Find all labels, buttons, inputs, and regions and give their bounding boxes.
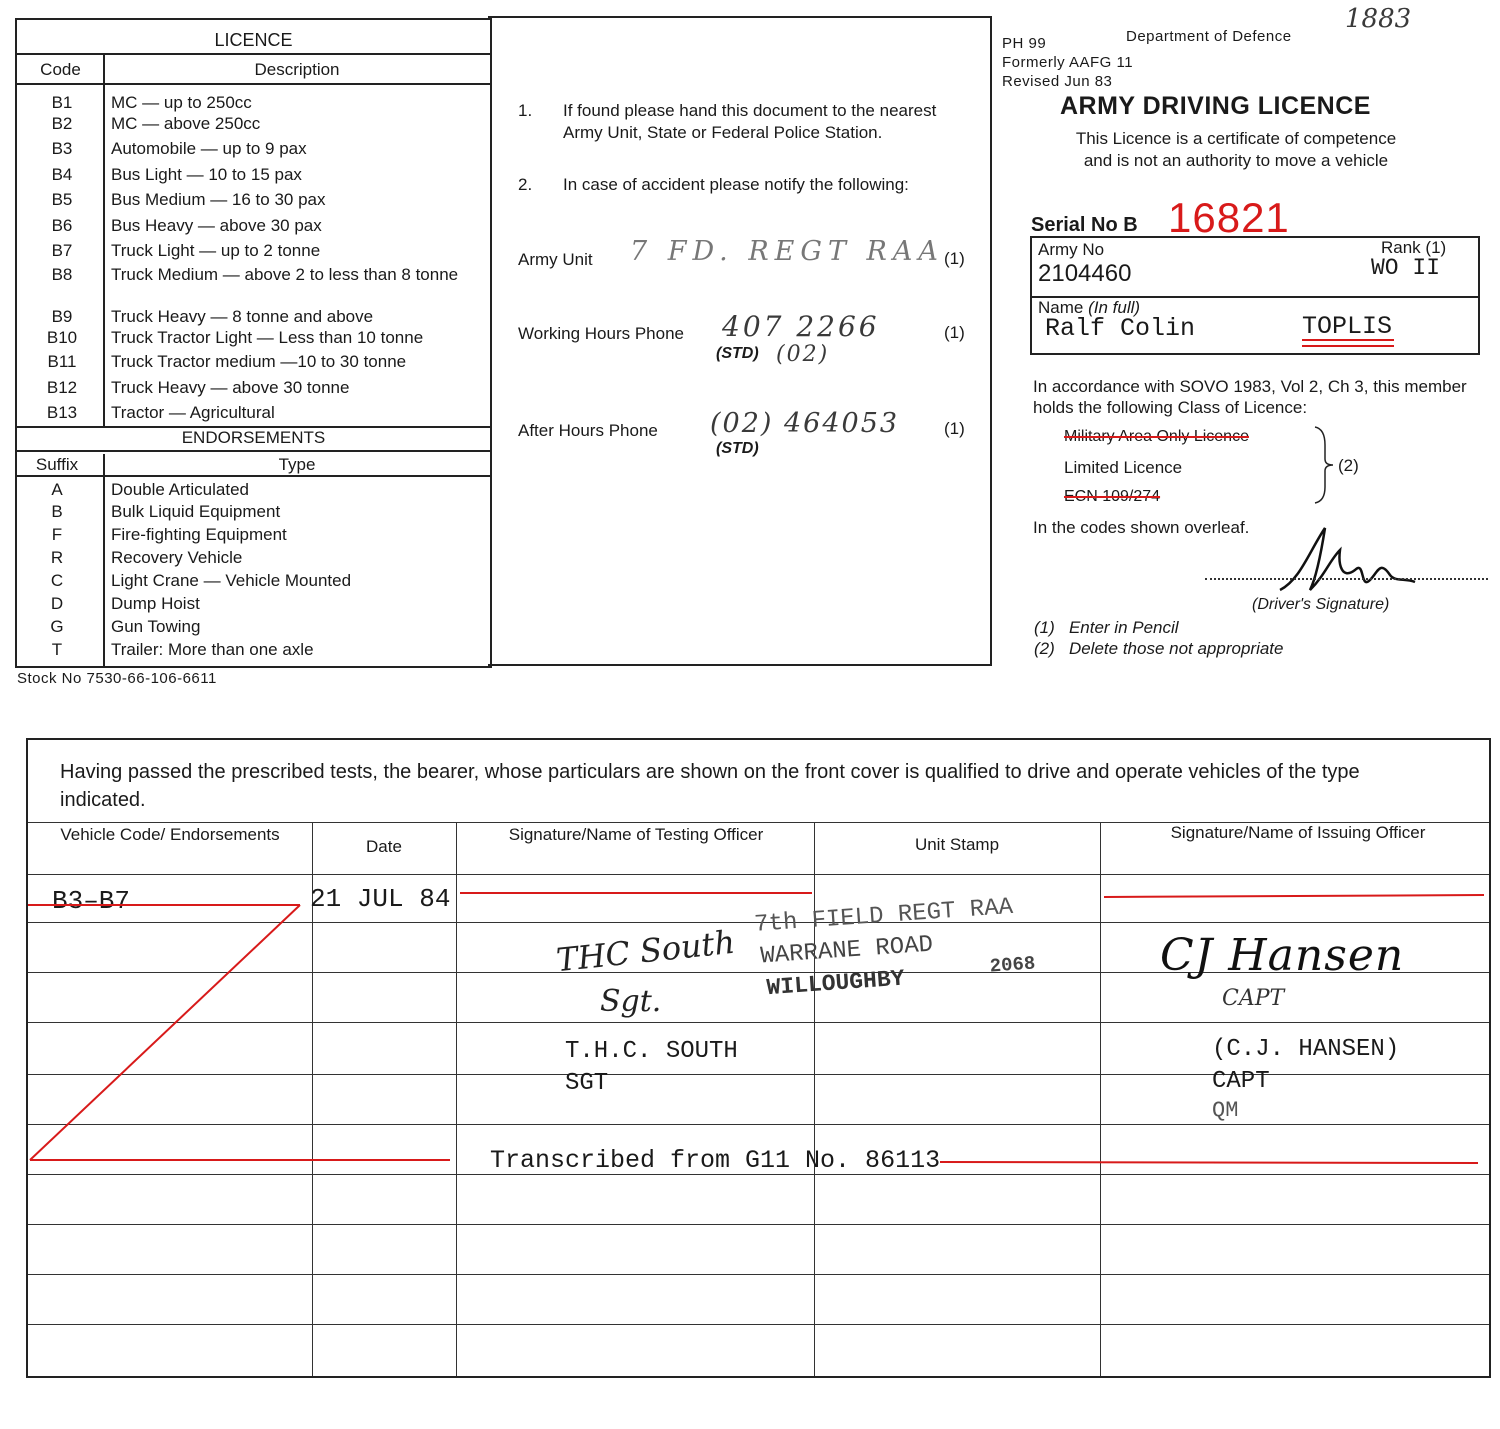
issuing-officer-signature: CJ Hansen xyxy=(1160,930,1405,981)
licence-code: B4 xyxy=(51,165,73,184)
working-phone-label: Working Hours Phone xyxy=(518,324,684,343)
licence-description: MC — up to 250cc xyxy=(111,93,252,112)
instruction-2-number: 2. xyxy=(518,175,533,194)
serial-number: 16821 xyxy=(1168,194,1290,241)
revised-date: Revised Jun 83 xyxy=(1002,73,1113,90)
endorsement-suffix: B xyxy=(51,502,63,521)
army-no-label: Army No xyxy=(1038,240,1105,259)
instruction-1-number: 1. xyxy=(518,101,533,120)
endorsement-suffix: F xyxy=(51,525,63,544)
subtitle-line-2: and is not an authority to move a vehicle xyxy=(1083,151,1389,170)
licence-code: B12 xyxy=(46,378,78,397)
licence-code: B8 xyxy=(51,265,73,284)
name-label-hint: (In full) xyxy=(1088,298,1141,317)
driver-signature-label: (Driver's Signature) xyxy=(1252,596,1390,613)
vehicle-code-header: Vehicle Code/ Endorsements xyxy=(60,825,280,844)
licence-description: Truck Tractor Light — Less than 10 tonne xyxy=(111,328,424,347)
class-option-ecn: ECN 109/274 xyxy=(1064,488,1161,505)
licence-code: B1 xyxy=(51,93,73,112)
working-phone-note: (1) xyxy=(944,323,965,342)
handwritten-reference-number: 1883 xyxy=(1345,4,1412,34)
working-std-label: (STD) xyxy=(716,345,759,362)
licence-description: Tractor — Agricultural xyxy=(111,403,275,422)
licence-description: Truck Medium — above 2 to less than 8 tonne xyxy=(111,265,459,284)
instruction-2-text: In case of accident please notify the following: xyxy=(563,175,909,194)
issuing-officer-header: Signature/Name of Issuing Officer xyxy=(1170,823,1426,842)
endorsement-type: Bulk Liquid Equipment xyxy=(111,502,281,521)
given-names: Ralf Colin xyxy=(1045,314,1196,343)
issuing-officer-rank: CAPT xyxy=(1212,1068,1270,1095)
unit-stamp xyxy=(752,869,1090,1012)
licence-description: Truck Light — up to 2 tonne xyxy=(111,241,321,260)
stamp-postcode: 2068 xyxy=(989,952,1037,978)
form-number: PH 99 xyxy=(1002,35,1047,52)
issuing-officer-rank-handwritten: CAPT xyxy=(1222,986,1285,1011)
endorsement-suffix: C xyxy=(50,571,64,590)
army-unit-label: Army Unit xyxy=(518,250,593,269)
description-column-header: Description xyxy=(254,60,340,79)
endorsement-type: Double Articulated xyxy=(111,480,249,499)
class-option-military-area: Military Area Only Licence xyxy=(1064,428,1249,445)
entry-date: 21 JUL 84 xyxy=(310,884,451,914)
army-unit-note: (1) xyxy=(944,249,965,268)
serial-label: Serial No B xyxy=(1031,214,1138,236)
entry-vehicle-codes: B3–B7 xyxy=(52,886,131,916)
unit-stamp-header: Unit Stamp xyxy=(914,835,1000,854)
licence-code: B7 xyxy=(51,241,73,260)
endorsement-suffix: G xyxy=(50,617,64,636)
licence-code: B2 xyxy=(51,114,73,133)
endorsement-type: Trailer: More than one axle xyxy=(111,640,314,659)
after-phone-value: (02) 464053 xyxy=(710,408,900,439)
licence-description: Bus Medium — 16 to 30 pax xyxy=(111,190,326,209)
licence-code: B5 xyxy=(51,190,73,209)
after-phone-note: (1) xyxy=(944,419,965,438)
rank-label: Rank (1) xyxy=(1381,238,1447,257)
licence-code: B9 xyxy=(51,307,73,326)
licence-description: Truck Tractor medium —10 to 30 tonne xyxy=(111,352,407,371)
after-std-label: (STD) xyxy=(716,440,759,457)
footnote-2-number: (2) xyxy=(1034,639,1055,658)
stamp-line-2: WARRANE ROAD xyxy=(759,931,934,971)
issuing-officer-role: QM xyxy=(1212,1098,1239,1123)
licence-description: MC — above 250cc xyxy=(111,114,261,133)
instruction-1-text: If found please hand this document to the nearest Army Unit, State or Federal Police Station. xyxy=(563,101,937,142)
department-name: Department of Defence xyxy=(1126,28,1292,45)
licence-description: Bus Heavy — above 30 pax xyxy=(111,216,322,235)
licence-code: B10 xyxy=(46,328,78,347)
licence-description: Truck Heavy — 8 tonne and above xyxy=(111,307,374,326)
endorsements-title: ENDORSEMENTS xyxy=(181,428,326,447)
footnote-2-text: Delete those not appropriate xyxy=(1068,639,1284,658)
licence-code: B6 xyxy=(51,216,73,235)
licence-code: B3 xyxy=(51,139,73,158)
working-std-value: (02) xyxy=(776,342,830,367)
date-header: Date xyxy=(366,837,402,856)
testing-officer-rank-handwritten: Sgt. xyxy=(600,984,662,1019)
stock-number: Stock No 7530-66-106-6611 xyxy=(17,670,217,687)
testing-officer-header: Signature/Name of Testing Officer xyxy=(508,825,764,844)
working-phone-value: 407 2266 xyxy=(722,310,880,343)
accordance-text: In accordance with SOVO 1983, Vol 2, Ch 3, this member holds the following Class of Licence: xyxy=(1033,377,1467,417)
endorsement-suffix: A xyxy=(51,480,63,499)
testing-officer-name: T.H.C. SOUTH xyxy=(565,1038,738,1065)
stamp-line-1: 7th FIELD REGT RAA xyxy=(753,893,1014,939)
licence-description: Bus Light — 10 to 15 pax xyxy=(111,165,302,184)
licence-description: Automobile — up to 9 pax xyxy=(111,139,307,158)
after-phone-label: After Hours Phone xyxy=(518,421,658,440)
name-label-text: Name xyxy=(1038,298,1084,317)
endorsement-type: Recovery Vehicle xyxy=(111,548,243,567)
class-option-limited: Limited Licence xyxy=(1064,458,1183,477)
army-unit-value: 7 FD. REGT RAA xyxy=(630,236,944,267)
endorsement-type: Fire-fighting Equipment xyxy=(111,525,287,544)
licence-code: B11 xyxy=(47,352,77,371)
type-column-header: Type xyxy=(278,455,316,474)
footnote-1-number: (1) xyxy=(1034,618,1055,637)
rank-value: WO II xyxy=(1371,255,1441,281)
licence-table-title: LICENCE xyxy=(214,30,293,50)
endorsement-suffix: D xyxy=(50,594,64,613)
qualification-statement: Having passed the prescribed tests, the bearer, whose particulars are shown on the front cover is qualified to drive and operate vehicles of the type indicated. xyxy=(60,761,1360,811)
class-note: (2) xyxy=(1338,456,1359,475)
code-column-header: Code xyxy=(40,60,81,79)
endorsement-suffix: T xyxy=(51,640,63,659)
surname: TOPLIS xyxy=(1302,312,1393,341)
testing-officer-signature: THC South xyxy=(554,922,737,980)
licence-code: B13 xyxy=(46,403,78,422)
suffix-column-header: Suffix xyxy=(35,455,79,474)
subtitle-line-1: This Licence is a certificate of competence xyxy=(1075,129,1397,148)
testing-officer-rank: SGT xyxy=(565,1070,609,1097)
licence-title: ARMY DRIVING LICENCE xyxy=(1060,92,1371,120)
army-no-value: 2104460 xyxy=(1038,260,1132,287)
codes-text: In the codes shown overleaf. xyxy=(1033,518,1250,537)
footnote-1-text: Enter in Pencil xyxy=(1068,618,1179,637)
endorsement-type: Light Crane — Vehicle Mounted xyxy=(111,571,352,590)
endorsement-suffix: R xyxy=(50,548,64,567)
formerly-form: Formerly AAFG 11 xyxy=(1002,54,1134,71)
licence-description: Truck Heavy — above 30 tonne xyxy=(111,378,350,397)
issuing-officer-name: (C.J. HANSEN) xyxy=(1212,1036,1400,1063)
transcribed-note: Transcribed from G11 No. 86113 xyxy=(490,1146,941,1175)
endorsement-type: Dump Hoist xyxy=(111,594,200,613)
endorsement-type: Gun Towing xyxy=(111,617,201,636)
stamp-line-3: WILLOUGHBY xyxy=(765,965,906,1002)
